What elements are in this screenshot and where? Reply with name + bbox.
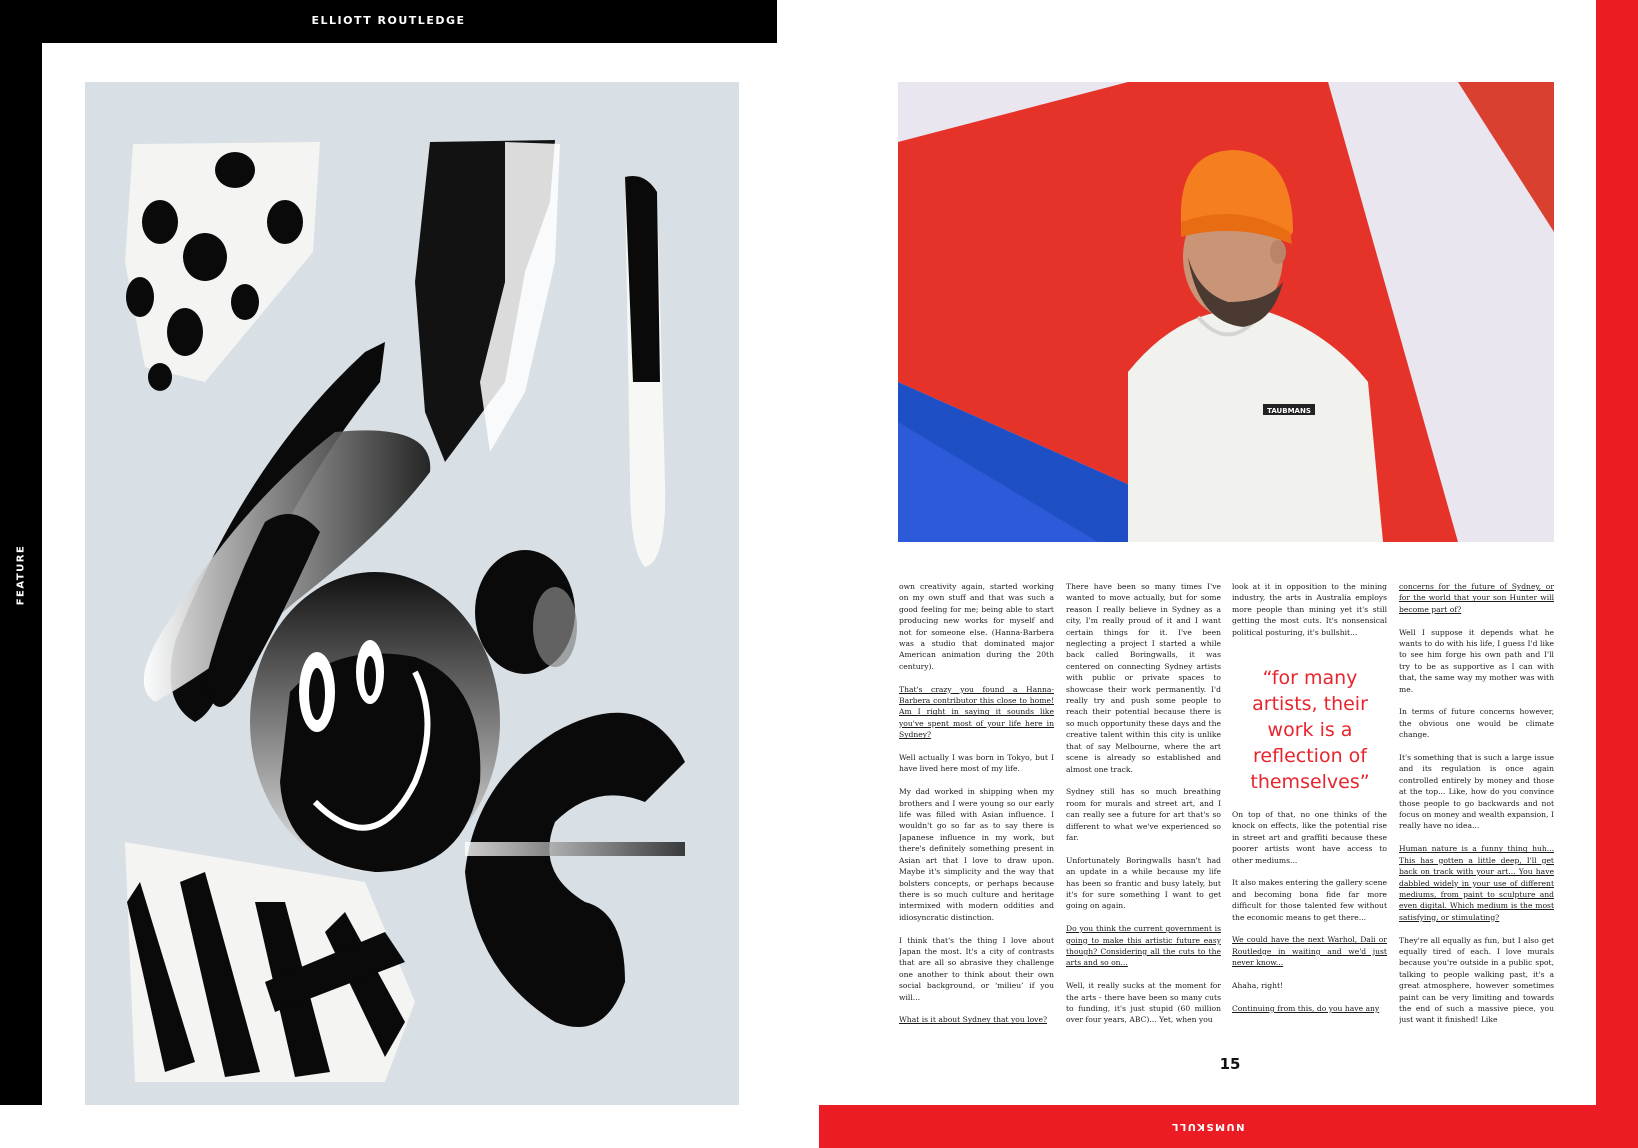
article-column-4: [1399, 581, 1554, 1028]
interview-question: concerns for the future of Sydney, or for the world that your son Hunter will become part of?: [1399, 582, 1554, 614]
section-label: FEATURE: [15, 544, 27, 606]
article-column-2: [1066, 581, 1221, 1028]
paragraph: Unfortunately Boringwalls hasn't had an update in a while because my life has been so frantic and busy lately, but it's for sure something I want to get going on again.: [1066, 855, 1221, 911]
paragraph: My dad worked in shipping when my brothers and I were young so our early life was filled with Asian influence. I wouldn't go so far as to say there is Japanese influence in my work, but there's definitely something present in Asian art that I love to draw upon. Maybe it's simplicity and the way that bolsters concepts, or perhaps because there is so much culture and heritage intermixed with modern oddities and idiosyncratic distinction.: [899, 787, 1054, 922]
hoodie-brand-text: TAUBMANS: [1267, 407, 1311, 415]
paragraph: look at it in opposition to the mining industry, the arts in Australia employs more people than mining yet it's still getting the most cuts. It's nonsensical political posturing, it's bullshit...: [1232, 582, 1387, 637]
interview-question: Human nature is a funny thing huh... This has gotten a little deep, I'll get back on track with your art... You have dabbled widely in your use of different mediums, from paint to sculpture and even digital. Which medium is the most satisfying, or stimulating?: [1399, 844, 1554, 922]
pull-quote: “for many artists, their work is a reflection of themselves”: [1250, 667, 1370, 793]
paragraph: Sydney still has so much breathing room for murals and street art, and I can really see a future for art that's so different to what we've experienced so far.: [1066, 787, 1221, 842]
paragraph: It's something that is such a large issue and its regulation is once again controlled entirely by money and those at the top... Like, how do you convince those people to go backwards and not focus on money and wealth expansion, I really have no idea...: [1399, 753, 1554, 831]
interview-question: What is it about Sydney that you love?: [899, 1015, 1048, 1025]
interview-question: Continuing from this, do you have any: [1232, 1003, 1380, 1013]
paragraph: own creativity again, started working on my own stuff and that was such a good feeling for me; being able to start producing new works for myself and not for someone else. (Hanna-Barbera was a studio that dominated major American animation during the 20th century).: [899, 582, 1054, 671]
interview-question: We could have the next Warhol, Dali or Routledge in waiting and we'd just never know...: [1232, 935, 1387, 968]
paragraph: In terms of future concerns however, the obvious one would be climate change.: [1399, 707, 1554, 740]
paragraph: They're all equally as fun, but I also get equally tired of each. I love murals because you're outside in a public spot, talking to people walking past, it's a great atmosphere, however sometimes paint can be very limiting and towards the end of such a massive piece, you just want it finished! Like: [1399, 935, 1554, 1025]
paragraph: I think that's the thing I love about Japan the most. It's a city of contrasts that are all so abrasive they challenge one another to think about their own social background, or ‘milieu’ if you will...: [899, 935, 1054, 1002]
article-column-1: [899, 581, 1054, 1028]
paragraph: Well I suppose it depends what he wants to do with his life, I guess I'd like to see him forge his own path and I'll try to be as supportive as I can with that, the same way my mother was with me.: [1399, 627, 1554, 694]
paragraph: It also makes entering the gallery scene and becoming bona fide far more difficult for those talented few without the economic means to get there...: [1232, 878, 1387, 922]
article-title: ELLIOTT ROUTLEDGE: [311, 14, 466, 27]
page-number: 15: [1219, 1055, 1241, 1073]
paragraph: There have been so many times I've wanted to move actually, but for some reason I really believe in Sydney as a city, I'm really proud of it and I want certain things for it. I've been neglecting a project I started a while back called Boringwalls, it was centered on connecting Sydney artists with public or private spaces to showcase their work permanently. I'd really try and push some people to reach their potential because there is so much opportunity these days and the creative talent within this city is unlike that of say Melbourne, where the art scene is already so established and almost one track.: [1066, 582, 1221, 774]
interview-question: Do you think the current government is going to make this artistic future easy though? Considering all the cuts to the arts and so on...: [1066, 924, 1221, 968]
article-column-3-top: [1232, 581, 1387, 651]
magazine-brand: NUMSKULL: [1170, 1121, 1245, 1132]
footer-bar: [819, 1105, 1596, 1148]
side-bar: [0, 0, 42, 1105]
portrait-photo: [898, 82, 1554, 542]
paragraph: Well actually I was born in Tokyo, but I have lived here most of my life.: [899, 753, 1054, 774]
right-accent-bar: [1596, 0, 1638, 1148]
article-column-3-bottom: [1232, 809, 1387, 1028]
paragraph: Well, it really sucks at the moment for the arts - there have been so many cuts to funding, it's just stupid (60 million over four years, ABC)... Yet, when you: [1066, 981, 1221, 1025]
interview-question: That's crazy you found a Hanna-Barbera contributor this close to home! Am I right in saying it sounds like you've spent most of your life here in Sydney?: [899, 684, 1054, 740]
artwork-image: [85, 82, 739, 1105]
header-bar: [0, 0, 777, 43]
paragraph: Ahaha, right!: [1232, 981, 1284, 991]
paragraph: On top of that, no one thinks of the knock on effects, like the potential rise in street art and graffiti because these poorer artists wont have access to other mediums...: [1232, 810, 1387, 865]
